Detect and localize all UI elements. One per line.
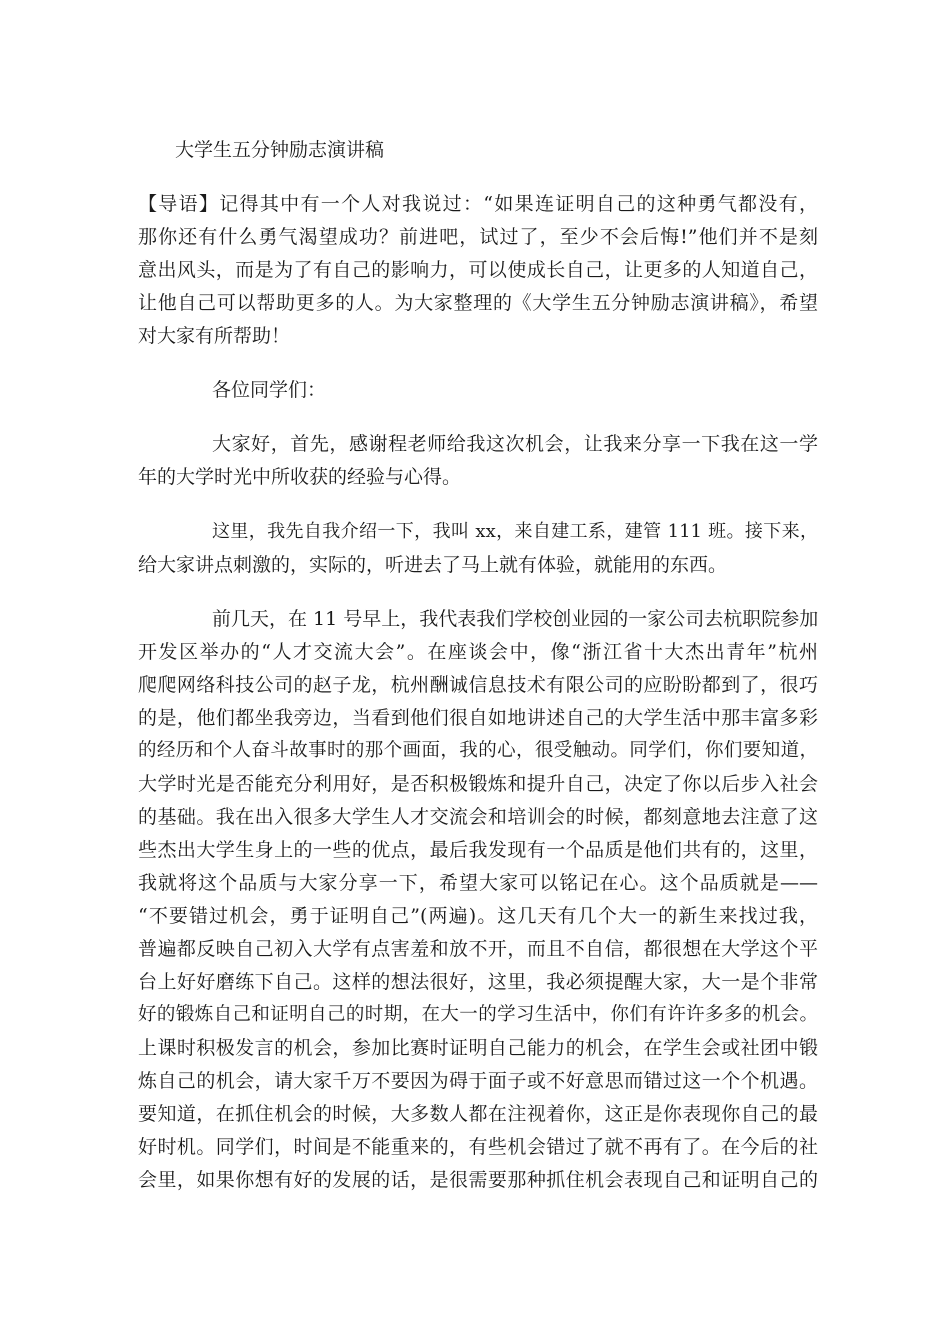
paragraph-line: 的经历和个人奋斗故事时的那个画面，我的心，很受触动。同学们，你们要知道， <box>138 740 818 761</box>
paragraph-line: 意出风头，而是为了有自己的影响力，可以使成长自己，让更多的人知道自己， <box>138 259 818 281</box>
paragraph-line: 我就将这个品质与大家分享一下，希望大家可以铭记在心。这个品质就是—— <box>138 872 818 894</box>
paragraph-line: 前几天，在 11 号早上，我代表我们学校创业园的一家公司去杭职院参加 <box>212 608 819 630</box>
paragraph-line: 要知道，在抓住机会的时候，大多数人都在注视着你，这正是你表现你自己的最 <box>138 1103 818 1125</box>
paragraph-line: 年的大学时光中所收获的经验与心得。 <box>138 466 462 488</box>
paragraph-line: 让他自己可以帮助更多的人。为大家整理的《大学生五分钟励志演讲稿》，希望 <box>138 292 818 314</box>
paragraph-line: 给大家讲点刺激的，实际的，听进去了马上就有体验，就能用的东西。 <box>138 554 728 576</box>
paragraph-line: 些杰出大学生身上的一些的优点，最后我发现有一个品质是他们共有的，这里， <box>138 839 818 861</box>
paragraph-line: 开发区举办的“人才交流大会”。在座谈会中，像“浙江省十大杰出青年”杭州 <box>138 641 818 663</box>
paragraph-line: 炼自己的机会，请大家千万不要因为碍于面子或不好意思而错过这一个个机遇。 <box>138 1070 818 1092</box>
paragraph-line: 大家好，首先，感谢程老师给我这次机会，让我来分享一下我在这一学 <box>212 433 818 455</box>
paragraph-line: 爬爬网络科技公司的赵子龙，杭州酬诚信息技术有限公司的应盼盼都到了，很巧 <box>138 674 818 696</box>
greeting: 各位同学们： <box>212 379 327 401</box>
document-title: 大学生五分钟励志演讲稿 <box>175 139 385 161</box>
paragraph-line: 大学时光是否能充分利用好，是否积极锻炼和提升自己，决定了你以后步入社会 <box>138 773 818 795</box>
paragraph-line: 的基础。我在出入很多大学生人才交流会和培训会的时候，都刻意地去注意了这 <box>138 806 818 828</box>
paragraph-line: 的是，他们都坐我旁边，当看到他们很自如地讲述自己的大学生活中那丰富多彩 <box>138 707 818 729</box>
paragraph-line: 会里，如果你想有好的发展的话，是很需要那种抓住机会表现自己和证明自己的 <box>138 1169 818 1191</box>
paragraph-line: 对大家有所帮助！ <box>138 325 291 347</box>
paragraph-line: 上课时积极发言的机会，参加比赛时证明自己能力的机会，在学生会或社团中锻 <box>138 1037 818 1059</box>
paragraph-line: 那你还有什么勇气渴望成功？前进吧，试过了，至少不会后悔!”他们并不是刻 <box>138 226 818 248</box>
paragraph-line: “不要错过机会，勇于证明自己”(两遍)。这几天有几个大一的新生来找过我， <box>138 905 818 927</box>
paragraph-line: 普遍都反映自己初入大学有点害羞和放不开，而且不自信，都很想在大学这个平 <box>138 938 818 960</box>
paragraph-line: 台上好好磨练下自己。这样的想法很好，这里，我必须提醒大家，大一是个非常 <box>138 971 818 993</box>
paragraph-line: 好时机。同学们，时间是不能重来的，有些机会错过了就不再有了。在今后的社 <box>138 1136 818 1158</box>
paragraph-line: 这里，我先自我介绍一下，我叫 xx，来自建工系，建管 111 班。接下来， <box>212 521 818 542</box>
paragraph-line: 好的锻炼自己和证明自己的时期，在大一的学习生活中，你们有许许多多的机会。 <box>138 1004 818 1025</box>
paragraph-line: 【导语】记得其中有一个人对我说过：“如果连证明自己的这种勇气都没有， <box>138 193 818 215</box>
